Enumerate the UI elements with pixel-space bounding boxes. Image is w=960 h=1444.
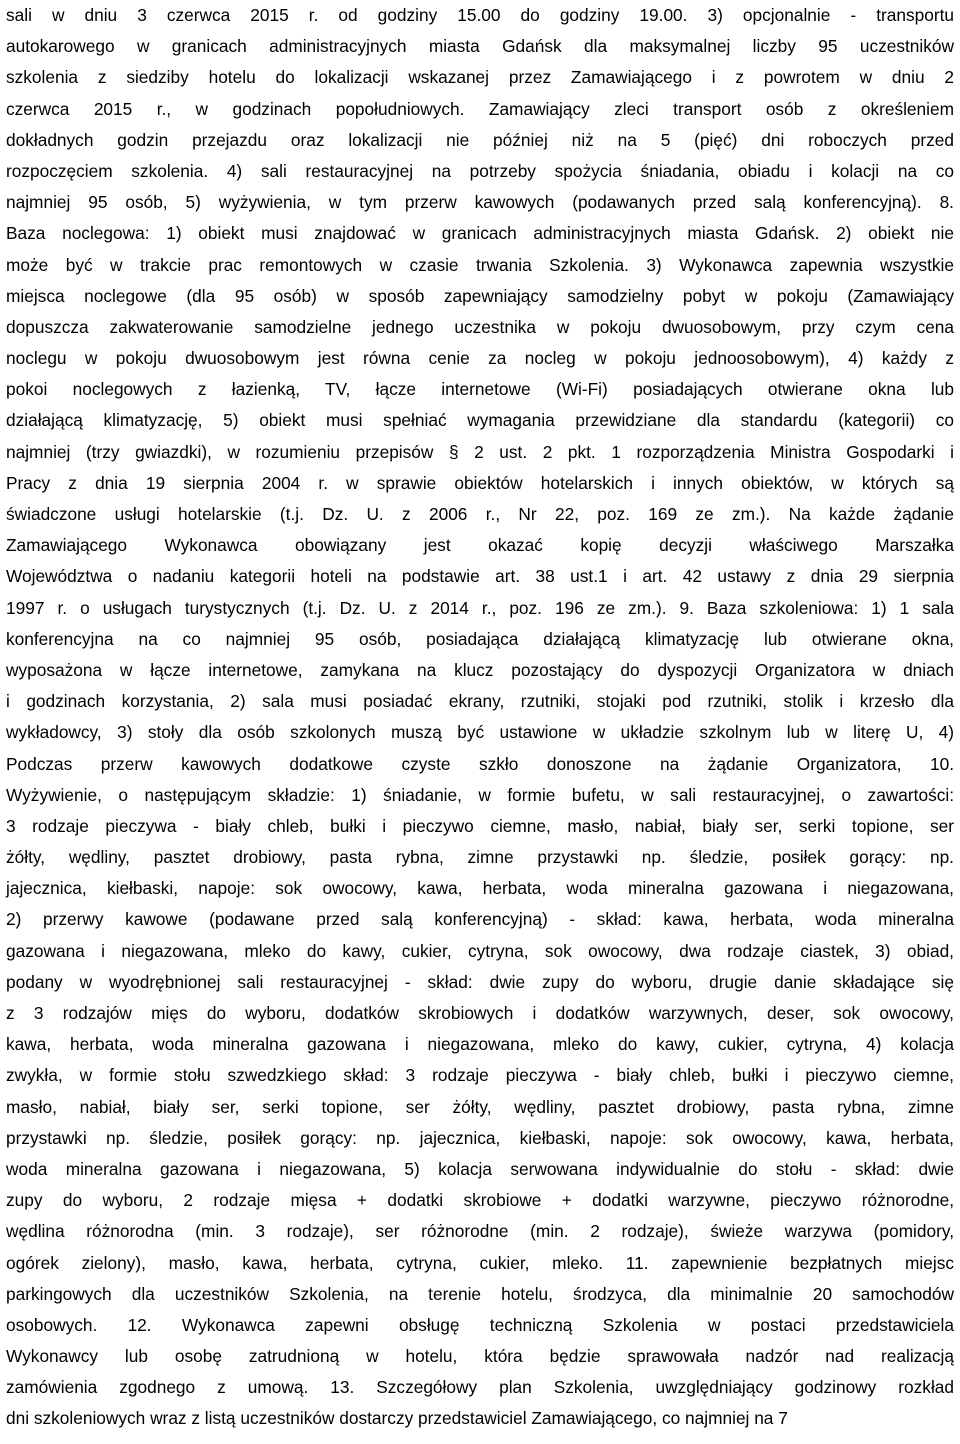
text-line: wędlina różnorodna (min. 3 rodzaje), ser różnorodne (min. 2 rodzaje), świeże warzywa (pomidory, xyxy=(6,1221,954,1242)
text-line: Baza noclegowa: 1) obiekt musi znajdować w granicach administracyjnych miasta Gdańsk. 2) obiekt nie xyxy=(6,223,954,244)
text-line: konferencyjna na co najmniej 95 osób, posiadająca działającą klimatyzację lub otwierane okna, xyxy=(6,628,954,649)
text-line: świadczone usługi hotelarskie (t.j. Dz. U. z 2006 r., Nr 22, poz. 169 ze zm.). Na każde żądanie xyxy=(6,504,954,524)
text-line: 1997 r. o usługach turystycznych (t.j. Dz. U. z 2014 r., poz. 196 ze zm.). 9. Baza szkoleniowa: 1) 1 sala xyxy=(6,597,954,618)
text-line: Podczas przerw kawowych dodatkowe czyste szkło donoszone na żądanie Organizatora, 10. xyxy=(6,753,954,774)
text-line: dopuszcza zakwaterowanie samodzielne jednego uczestnika w pokoju dwuosobowym, przy czym cena xyxy=(6,316,954,337)
text-line: gazowana i niegazowana, mleko do kawy, cukier, cytryna, sok owocowy, dwa rodzaje ciastek, 3) obiad, xyxy=(6,940,954,961)
text-line: przystawki np. śledzie, posiłek gorący: np. jajecznica, kiełbaski, napoje: sok owocowy, kawa, herbata, xyxy=(6,1127,954,1148)
text-line: działającą klimatyzację, 5) obiekt musi spełniać wymagania przewidziane dla standardu (kategorii) co xyxy=(6,410,954,431)
text-line: najmniej (trzy gwiazdki), w rozumieniu przepisów § 2 ust. 2 pkt. 1 rozporządzenia Ministra Gospodarki i xyxy=(6,441,954,462)
text-line: jajecznica, kiełbaski, napoje: sok owocowy, kawa, herbata, woda mineralna gazowana i niegazowana, xyxy=(6,878,954,899)
text-line: żółty, wędliny, pasztet drobiowy, pasta rybna, zimne przystawki np. śledzie, posiłek gorący: np. xyxy=(6,847,954,868)
document-body-text xyxy=(6,0,954,1435)
text-line: dokładnych godzin przejazdu oraz lokalizacji nie później niż na 5 (pięć) dni roboczych przed xyxy=(6,129,954,150)
text-line: rozpoczęciem szkolenia. 4) sali restauracyjnej na potrzeby spożycia śniadania, obiadu i kolacji na co xyxy=(6,160,954,181)
text-line: autokarowego w granicach administracyjnych miasta Gdańsk dla maksymalnej liczby 95 uczestników xyxy=(6,36,954,57)
text-line: dni szkoleniowych wraz z listą uczestników dostarczy przedstawiciel Zamawiającego, co najmniej na 7 xyxy=(6,1408,788,1429)
text-line: kawa, herbata, woda mineralna gazowana i niegazowana, mleko do kawy, cukier, cytryna, 4) kolacja xyxy=(6,1034,954,1055)
text-line: noclegu w pokoju dwuosobowym jest równa cenie za nocleg w pokoju jednoosobowym), 4) każdy z xyxy=(6,348,954,369)
text-line: pokoi noclegowych z łazienką, TV, łącze internetowe (Wi-Fi) posiadających otwierane okna lub xyxy=(6,379,954,400)
text-line: czerwca 2015 r., w godzinach popołudniowych. Zamawiający zleci transport osób z określeniem xyxy=(6,98,954,119)
text-line: Pracy z dnia 19 sierpnia 2004 r. w sprawie obiektów hotelarskich i innych obiektów, w których są xyxy=(6,472,954,493)
text-line: podany w wyodrębnionej sali restauracyjnej - skład: dwie zupy do wyboru, drugie danie składające się xyxy=(6,971,954,992)
text-line: parkingowych dla uczestników Szkolenia, na terenie hotelu, środzyca, dla minimalnie 20 samochodów xyxy=(6,1283,954,1304)
text-line: Województwa o nadaniu kategorii hoteli na podstawie art. 38 ust.1 i art. 42 ustawy z dnia 29 sierpnia xyxy=(6,566,954,587)
text-line: wyposażona w łącze internetowe, zamykana na klucz pozostający do dyspozycji Organizatora w dniach xyxy=(6,659,954,680)
text-line: szkolenia z siedziby hotelu do lokalizacji wskazanej przez Zamawiającego i z powrotem w dniu 2 xyxy=(6,67,954,88)
text-line: 2) przerwy kawowe (podawane przed salą konferencyjną) - skład: kawa, herbata, woda mineralna xyxy=(6,909,954,930)
text-line: ogórek zielony), masło, kawa, herbata, cytryna, cukier, mleko. 11. zapewnienie bezpłatnych miejsc xyxy=(6,1252,954,1273)
text-line: Wyżywienie, o następującym składzie: 1) śniadanie, w formie bufetu, w sali restauracyjnej, o zawartości: xyxy=(6,784,954,805)
text-line: osobowych. 12. Wykonawca zapewni obsługę techniczną Szkolenia w postaci przedstawiciela xyxy=(6,1314,954,1335)
text-line: Zamawiającego Wykonawca obowiązany jest okazać kopię decyzji właściwego Marszałka xyxy=(6,535,954,556)
text-line: i godzinach korzystania, 2) sala musi posiadać ekrany, rzutniki, stojaki pod rzutniki, stolik i krzesło dla xyxy=(6,691,954,712)
text-line: zupy do wyboru, 2 rodzaje mięsa + dodatki skrobiowe + dodatki warzywne, pieczywo różnorodne, xyxy=(6,1190,954,1211)
text-line: wykładowcy, 3) stoły dla osób szkolonych muszą być ustawione w układzie szkolnym lub w literę U, 4) xyxy=(6,722,954,743)
text-line: woda mineralna gazowana i niegazowana, 5) kolacja serwowana indywidualnie do stołu - skład: dwie xyxy=(6,1158,954,1179)
text-line: miejsca noclegowe (dla 95 osób) w sposób zapewniający samodzielny pobyt w pokoju (Zamawiający xyxy=(6,285,954,306)
text-line: sali w dniu 3 czerwca 2015 r. od godziny 15.00 do godziny 19.00. 3) opcjonalnie - transportu xyxy=(6,5,954,25)
text-line: z 3 rodzajów mięs do wyboru, dodatków skrobiowych i dodatków warzywnych, deser, sok owocowy, xyxy=(6,1003,954,1023)
text-line: może być w trakcie prac remontowych w czasie trwania Szkolenia. 3) Wykonawca zapewnia wszystkie xyxy=(6,254,954,275)
text-line: masło, nabiał, biały ser, serki topione, ser żółty, wędliny, pasztet drobiowy, pasta rybna, zimne xyxy=(6,1096,954,1117)
text-line: 3 rodzaje pieczywa - biały chleb, bułki i pieczywo ciemne, masło, nabiał, biały ser, serki topione, ser xyxy=(6,815,954,836)
text-line: zamówienia zgodnego z umową. 13. Szczegółowy plan Szkolenia, uwzględniający godzinowy rozkład xyxy=(6,1377,954,1398)
text-line: Wykonawcy lub osobę zatrudnioną w hotelu, która będzie sprawowała nadzór nad realizacją xyxy=(6,1346,954,1367)
text-line: najmniej 95 osób, 5) wyżywienia, w tym przerw kawowych (podawanych przed salą konferencyjną). 8. xyxy=(6,192,954,213)
text-line: zwykła, w formie stołu szwedzkiego skład: 3 rodzaje pieczywa - biały chleb, bułki i pieczywo ciemne, xyxy=(6,1065,954,1086)
